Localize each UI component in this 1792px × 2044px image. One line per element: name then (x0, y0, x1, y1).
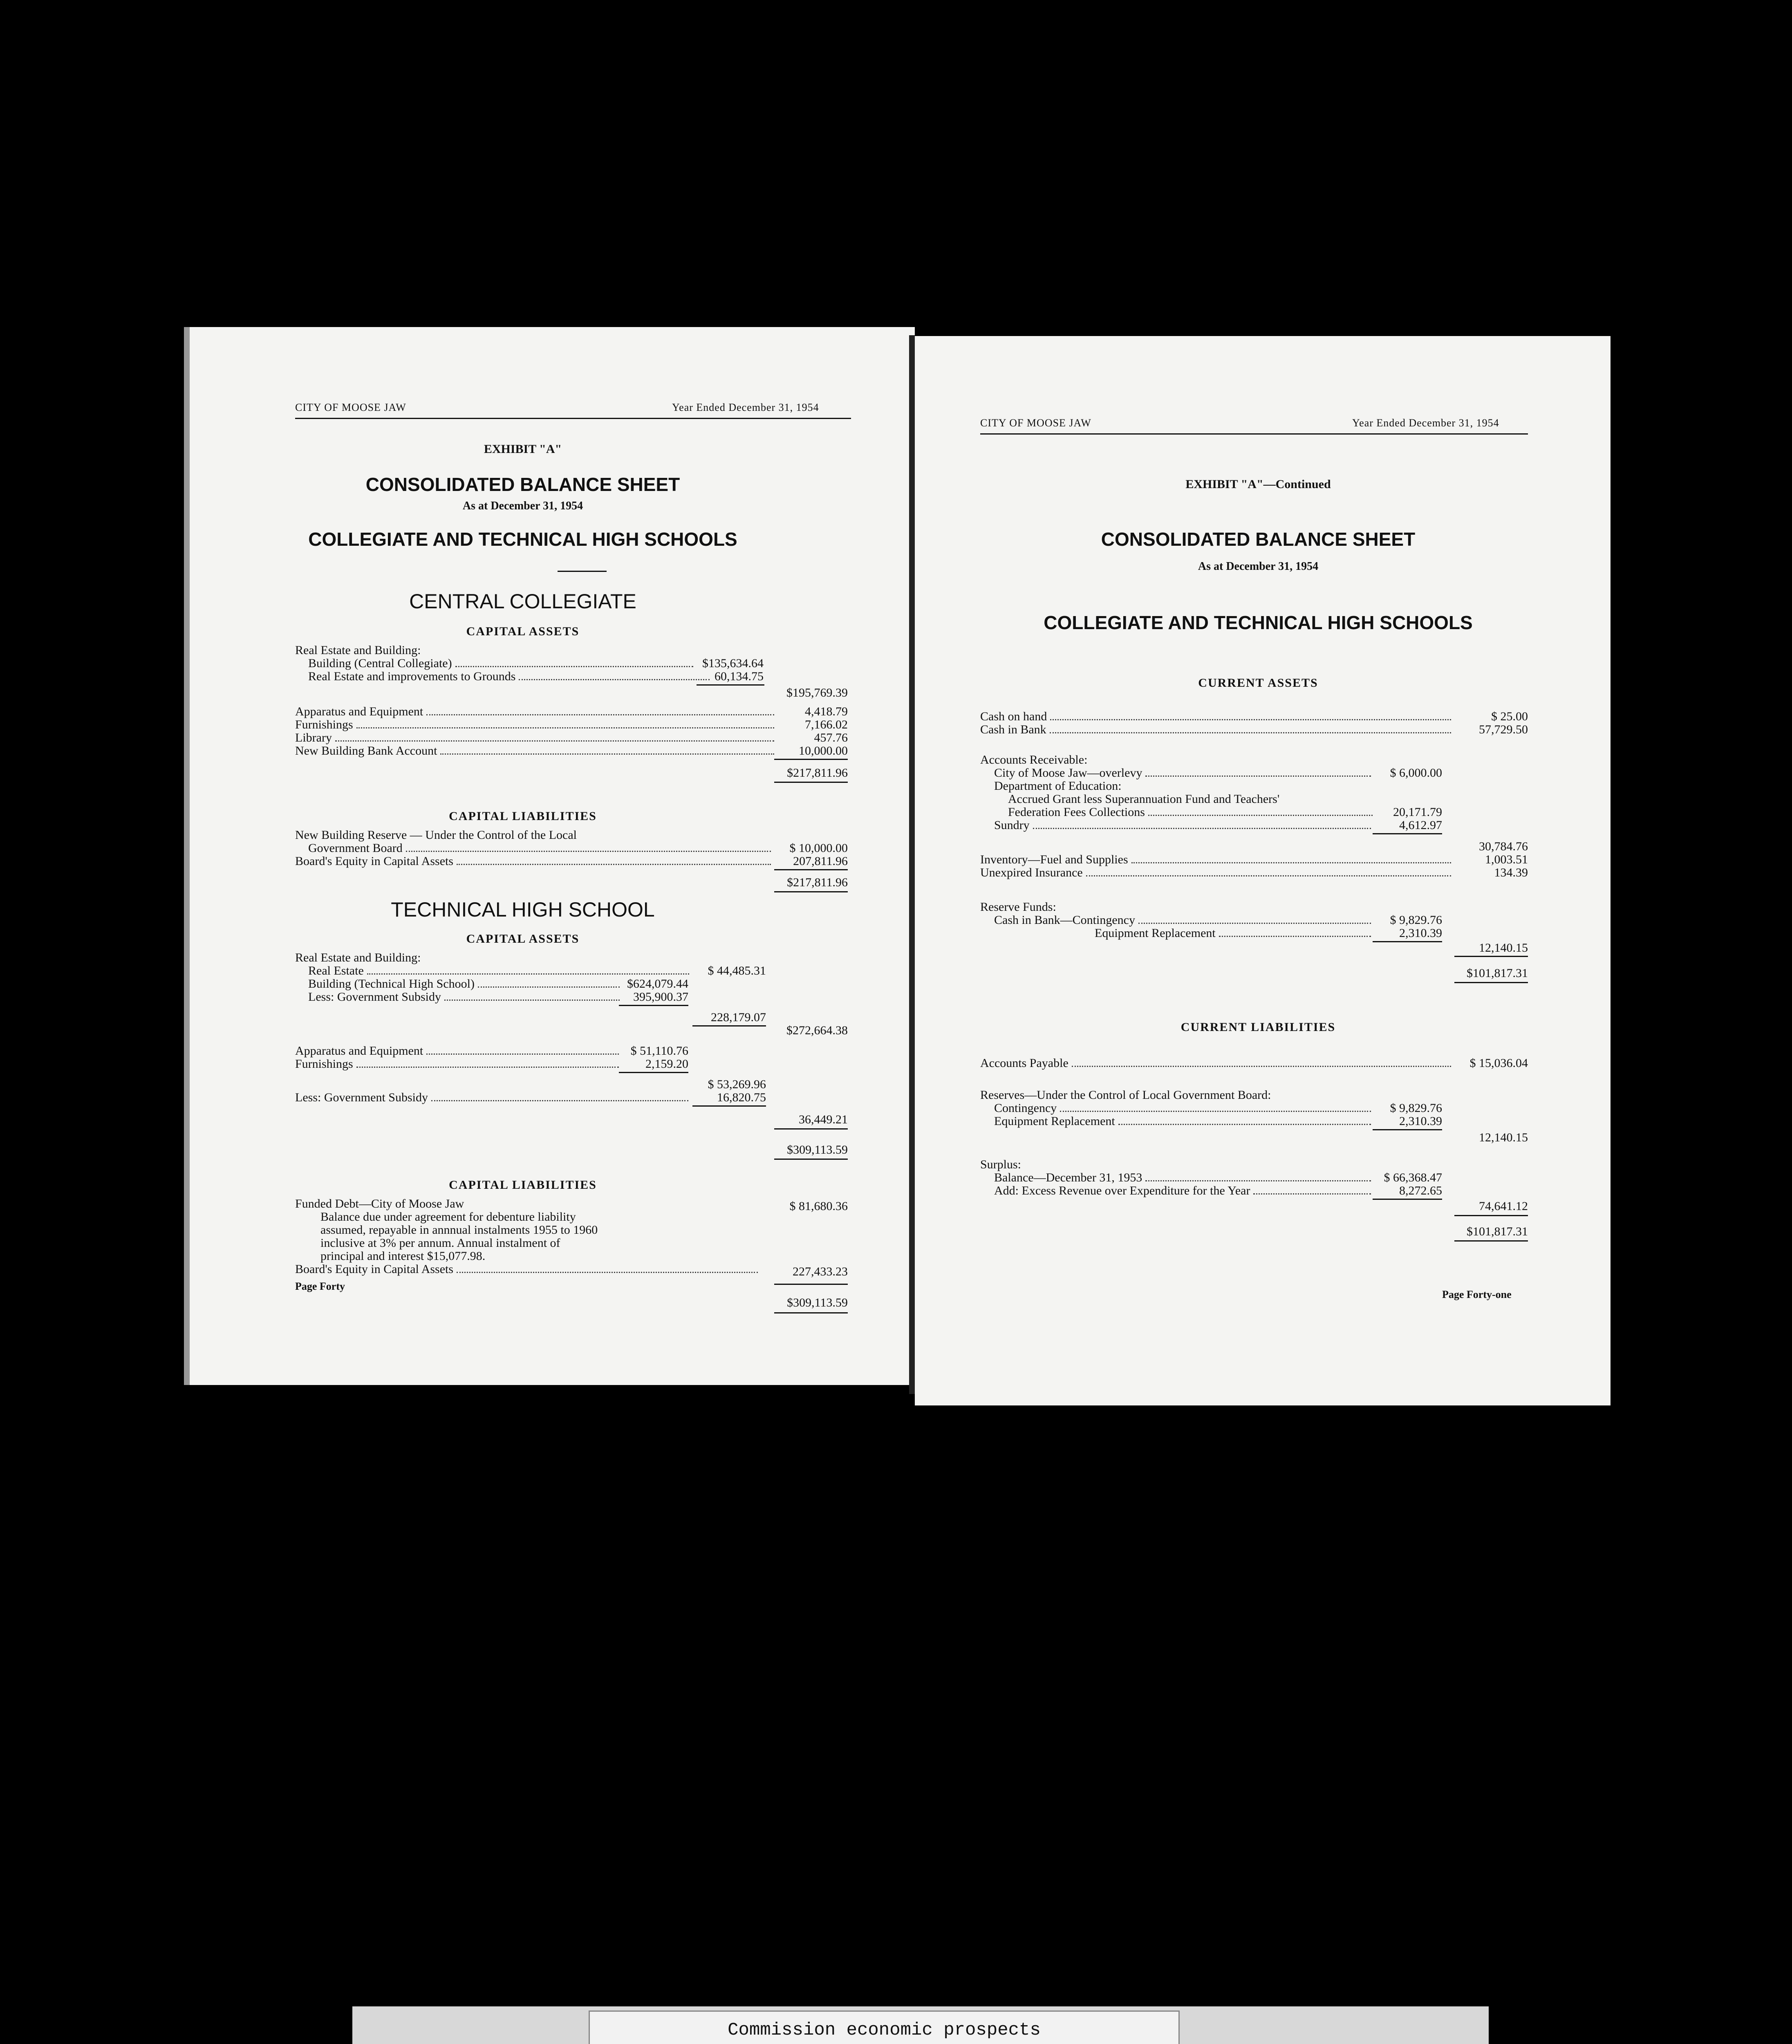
tech-net-bldg: 228,179.07 (711, 1011, 766, 1024)
cash-bank-row: Cash in Bank (980, 723, 1454, 737)
tech-app-sub: $ 53,269.96 (708, 1078, 766, 1091)
left-header-year: Year Ended December 31, 1954 (672, 401, 819, 413)
underline (1454, 956, 1528, 957)
ar-label: Accounts Receivable: (980, 753, 1088, 766)
central-re-bldg-label: Real Estate and Building: (295, 643, 421, 657)
right-as-at: As at December 31, 1954 (1198, 560, 1319, 573)
central-collegiate-heading: CENTRAL COLLEGIATE (409, 590, 636, 613)
equip2-row: Equipment Replacement (994, 1114, 1374, 1128)
tech-bal-line4: principal and interest $15,077.98. (320, 1249, 486, 1263)
ap-amt: $ 15,036.04 (1469, 1056, 1528, 1070)
left-header-city: CITY OF MOOSE JAW (295, 401, 406, 413)
central-assets-total: $217,811.96 (787, 766, 848, 780)
tech-lessgov2-row: Less: Government Subsidy (295, 1091, 692, 1105)
tech-funded-label: Funded Debt—City of Moose Jaw (295, 1197, 464, 1210)
underline (774, 782, 848, 783)
tech-apparatus-row: Apparatus and Equipment (295, 1044, 622, 1058)
underline (692, 1025, 766, 1026)
central-reserve-amt: $ 10,000.00 (789, 841, 848, 855)
insurance-row: Unexpired Insurance (980, 866, 1454, 880)
underline (1454, 1215, 1528, 1216)
reserve-funds-label: Reserve Funds: (980, 900, 1056, 914)
accrued-label: Accrued Grant less Superannuation Fund and Teachers' (1008, 792, 1280, 806)
underline (774, 891, 848, 892)
right-title: CONSOLIDATED BALANCE SHEET (1101, 529, 1416, 550)
underline (1454, 1240, 1528, 1242)
inventory-row: Inventory—Fuel and Supplies (980, 853, 1454, 867)
tech-app-net: 36,449.21 (799, 1113, 848, 1126)
central-equity-amt: 207,811.96 (793, 854, 848, 868)
tech-realestate-row: Real Estate (308, 964, 692, 978)
underline (774, 1312, 848, 1313)
underline (774, 1284, 848, 1285)
right-header-rule (980, 433, 1528, 435)
sundry-amt: 4,612.97 (1399, 818, 1442, 832)
equip2-amt: 2,310.39 (1399, 1114, 1442, 1128)
tech-furnishings-amt: 2,159.20 (645, 1057, 688, 1071)
dept-label: Department of Education: (994, 779, 1122, 793)
contingency-amt: $ 9,829.76 (1390, 913, 1442, 927)
central-equity-row: Board's Equity in Capital Assets (295, 854, 774, 868)
balance-amt: $ 66,368.47 (1384, 1171, 1442, 1184)
technical-heading: TECHNICAL HIGH SCHOOL (391, 898, 655, 921)
underline (774, 1159, 848, 1160)
central-capital-liabilities-heading: CAPITAL LIABILITIES (449, 809, 597, 823)
cash-bank-amt: 57,729.50 (1479, 723, 1528, 736)
cash-hand-row: Cash on hand (980, 710, 1454, 724)
insurance-amt: 134.39 (1494, 866, 1528, 879)
inventory-amt: 1,003.51 (1485, 853, 1528, 866)
left-exhibit: EXHIBIT "A" (484, 442, 562, 456)
tech-bldg-amt: $624,079.44 (627, 977, 688, 991)
underline (697, 684, 764, 686)
left-page (184, 327, 915, 1385)
tech-bldg-row: Building (Technical High School) (308, 977, 623, 991)
tech-equity-amt: 227,433.23 (793, 1265, 848, 1278)
tech-equity-row: Board's Equity in Capital Assets (295, 1262, 761, 1276)
surplus-label: Surplus: (980, 1158, 1021, 1171)
technical-capital-assets-heading: CAPITAL ASSETS (466, 932, 580, 946)
central-library-row: Library (295, 731, 777, 745)
central-capital-assets-heading: CAPITAL ASSETS (466, 625, 580, 638)
underline (692, 1105, 766, 1107)
tech-lessgov-row: Less: Government Subsidy (308, 990, 623, 1004)
reserves-total: 12,140.15 (1479, 1131, 1528, 1144)
central-grounds-amt: 60,134.75 (715, 670, 764, 683)
tech-liab-total: $309,113.59 (787, 1296, 848, 1309)
balance-row: Balance—December 31, 1953 (994, 1171, 1374, 1185)
city-overlevy-row: City of Moose Jaw—overlevy (994, 766, 1374, 780)
left-title: CONSOLIDATED BALANCE SHEET (365, 474, 680, 495)
left-divider (558, 571, 607, 572)
tech-re-total: $272,664.38 (786, 1024, 848, 1037)
right-page-number: Page Forty-one (1442, 1289, 1512, 1300)
central-apparatus-row: Apparatus and Equipment (295, 705, 777, 719)
reserve-total: 12,140.15 (1479, 941, 1528, 955)
right-schools-title: COLLEGIATE AND TECHNICAL HIGH SCHOOLS (1044, 612, 1473, 633)
underline (774, 759, 848, 760)
equip-amt: 2,310.39 (1399, 926, 1442, 940)
tech-assets-total: $309,113.59 (787, 1143, 848, 1156)
cash-hand-amt: $ 25.00 (1491, 710, 1528, 723)
right-header-city: CITY OF MOOSE JAW (980, 417, 1091, 429)
tech-realestate-amt: $ 44,485.31 (708, 964, 766, 977)
city-overlevy-amt: $ 6,000.00 (1390, 766, 1442, 780)
central-bldg-row: Building (Central Collegiate) (308, 657, 697, 670)
central-bldg-amt: $135,634.64 (702, 657, 764, 670)
tech-capital-liabilities-heading: CAPITAL LIABILITIES (449, 1178, 597, 1192)
right-header-year: Year Ended December 31, 1954 (1352, 417, 1499, 429)
archive-tag: Commission economic prospects (589, 2010, 1180, 2044)
book-spine (909, 335, 915, 1394)
central-re-total: $195,769.39 (786, 686, 848, 699)
excess-amt: 8,272.65 (1399, 1184, 1442, 1197)
central-newbank-amt: 10,000.00 (799, 744, 848, 758)
underline (1373, 1199, 1442, 1200)
tech-bal-line3: inclusive at 3% per annum. Annual instalment of (320, 1236, 560, 1250)
underline (619, 1072, 688, 1073)
equip-row: Equipment Replacement (1095, 926, 1374, 940)
tech-funded-amt: $ 81,680.36 (789, 1199, 848, 1213)
excess-row: Add: Excess Revenue over Expenditure for the Year (994, 1184, 1374, 1198)
federation-row: Federation Fees Collections (1008, 805, 1376, 819)
tech-lessgov2-amt: 16,820.75 (717, 1091, 766, 1104)
underline (774, 869, 848, 870)
ar-total: 30,784.76 (1479, 840, 1528, 853)
central-apparatus-amt: 4,418.79 (805, 705, 848, 718)
underline (1373, 941, 1442, 942)
underline (1373, 1129, 1442, 1130)
tech-furnishings-row: Furnishings (295, 1057, 622, 1071)
left-as-at: As at December 31, 1954 (462, 500, 583, 512)
central-furnishings-row: Furnishings (295, 718, 777, 732)
ap-row: Accounts Payable (980, 1056, 1454, 1070)
underline (1454, 982, 1528, 983)
federation-amt: 20,171.79 (1393, 805, 1442, 819)
central-library-amt: 457.76 (814, 731, 848, 744)
right-page (915, 336, 1611, 1405)
contingency-row: Cash in Bank—Contingency (994, 913, 1374, 927)
central-reserve-line1: New Building Reserve — Under the Control of the Local (295, 828, 577, 842)
central-furnishings-amt: 7,166.02 (805, 718, 848, 731)
central-newbank-row: New Building Bank Account (295, 744, 777, 758)
left-header-rule (295, 418, 851, 419)
current-assets-heading: CURRENT ASSETS (1198, 676, 1318, 690)
right-exhibit: EXHIBIT "A"—Continued (1185, 477, 1331, 491)
central-grounds-row: Real Estate and improvements to Grounds (308, 670, 713, 684)
tech-bal-line1: Balance due under agreement for debenture liability (320, 1210, 576, 1224)
contingency2-amt: $ 9,829.76 (1390, 1101, 1442, 1115)
sundry-row: Sundry (994, 818, 1374, 832)
underline (774, 1128, 848, 1130)
left-schools-title: COLLEGIATE AND TECHNICAL HIGH SCHOOLS (308, 529, 737, 550)
left-page-number: Page Forty (295, 1280, 345, 1292)
liab-total: $101,817.31 (1467, 1225, 1528, 1238)
underline (619, 1005, 688, 1006)
tech-bal-line2: assumed, repayable in annnual instalments 1955 to 1960 (320, 1223, 598, 1237)
tech-apparatus-amt: $ 51,110.76 (630, 1044, 688, 1058)
tech-lessgov-amt: 395,900.37 (633, 990, 688, 1004)
contingency2-row: Contingency (994, 1101, 1374, 1115)
central-liab-total: $217,811.96 (787, 876, 848, 889)
tech-re-bldg-label: Real Estate and Building: (295, 951, 421, 964)
current-liabilities-heading: CURRENT LIABILITIES (1180, 1020, 1336, 1034)
surplus-total: 74,641.12 (1479, 1199, 1528, 1213)
underline (1373, 833, 1442, 834)
reserves-label: Reserves—Under the Control of Local Government Board: (980, 1088, 1271, 1102)
assets-total: $101,817.31 (1467, 966, 1528, 980)
central-reserve-row: Government Board (308, 841, 774, 855)
